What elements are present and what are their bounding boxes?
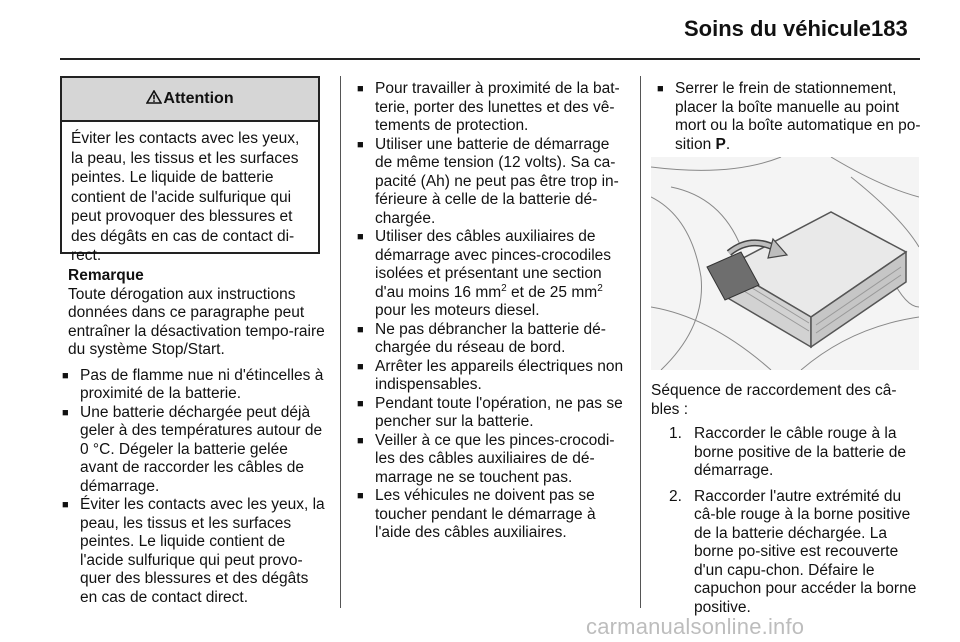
step-number: 2. <box>669 487 682 505</box>
list-item: ■ Ne pas débrancher la batterie dé-chargée du réseau de bord. <box>357 321 627 358</box>
list-item: ■ Pendant toute l'opération, ne pas se pencher sur la batterie. <box>357 395 627 432</box>
list-item: ■ Pas de flamme nue ni d'étincelles à proximité de la batterie. <box>62 367 328 404</box>
attention-header <box>62 78 318 122</box>
sequence-title: Séquence de raccordement des câ-bles : <box>651 382 897 418</box>
column-3-bullet <box>657 80 922 154</box>
step-text: Raccorder l'autre extrémité du câ-ble rouge à la borne positive de la batterie déchargée. La borne po-sitive est recouverte d'un capu-chon. Défaire le capuchon pour accéder la borne positive. <box>694 487 917 616</box>
column-3-sequence <box>651 382 921 624</box>
attention-text: Éviter les contacts avec les yeux, la peau, les tissus et les surfaces peintes. Le liquide de batterie contient de l'acide sulfurique qui peut provoquer des blessures et des dégâts en cas de contact di-rect. <box>71 130 300 264</box>
list-item-parking-brake: ■ Serrer le frein de stationnement, placer la boîte manuelle au point mort ou la boîte automatique en po-sition P. <box>657 80 922 154</box>
remark-text: Toute dérogation aux instructions données dans ce paragraphe peut entraîner la désactivation tempo-raire du système Stop/Start. <box>68 285 325 358</box>
step-text: Raccorder le câble rouge à la borne positive de la batterie de démarrage. <box>694 425 906 479</box>
column-divider-2 <box>640 76 641 608</box>
column-1-text <box>68 267 328 607</box>
list-item: ■ Pour travailler à proximité de la bat-terie, porter des lunettes et des vê-tements de protection. <box>357 80 627 136</box>
column-divider-1 <box>340 76 341 608</box>
remark-title: Remarque <box>68 267 144 284</box>
list-item: ■ Éviter les contacts avec les yeux, la peau, les tissus et les surfaces peintes. Le liquide contient de l'acide sulfurique qui peut provo-quer des blessures et des dégâts en cas de contact direct. <box>62 496 328 607</box>
attention-box <box>60 76 320 264</box>
list-item: ■ Veiller à ce que les pinces-crocodi-les des câbles auxiliaires de dé-marrage ne se touchent pas. <box>357 432 627 488</box>
list-item-cable-section: ■ Utiliser des câbles auxiliaires de démarrage avec pinces-crocodiles isolées et présentant une section d'au moins 16 $mm^2$ et de 25 $mm^2$ pour les moteurs diesel. <box>357 228 627 321</box>
header-rule <box>60 58 920 60</box>
attention-title: Attention <box>163 90 234 107</box>
warning-triangle-icon <box>146 90 162 109</box>
column-2-text <box>357 80 627 543</box>
list-item: ■ Une batterie déchargée peut déjà geler à des températures autour de 0 °C. Dégeler la batterie gelée avant de raccorder les câbles de démarrage. <box>62 404 328 497</box>
list-item: ■ Les véhicules ne doivent pas se toucher pendant le démarrage à l'aide des câbles auxiliaires. <box>357 487 627 543</box>
list-item <box>651 488 921 618</box>
page-number: 183 <box>871 16 908 41</box>
watermark: carmanualsonline.info <box>586 614 805 639</box>
list-item <box>651 425 921 481</box>
list-item: ■ Arrêter les appareils électriques non indispensables. <box>357 358 627 395</box>
list-item: ■ Utiliser une batterie de démarrage de même tension (12 volts). Sa ca-pacité (Ah) ne peut pas être trop in-férieure à celle de la batterie dé-chargée. <box>357 136 627 229</box>
page-header-title: Soins du véhicule <box>684 16 872 41</box>
battery-cover-illustration <box>651 157 919 370</box>
step-number: 1. <box>669 425 682 442</box>
